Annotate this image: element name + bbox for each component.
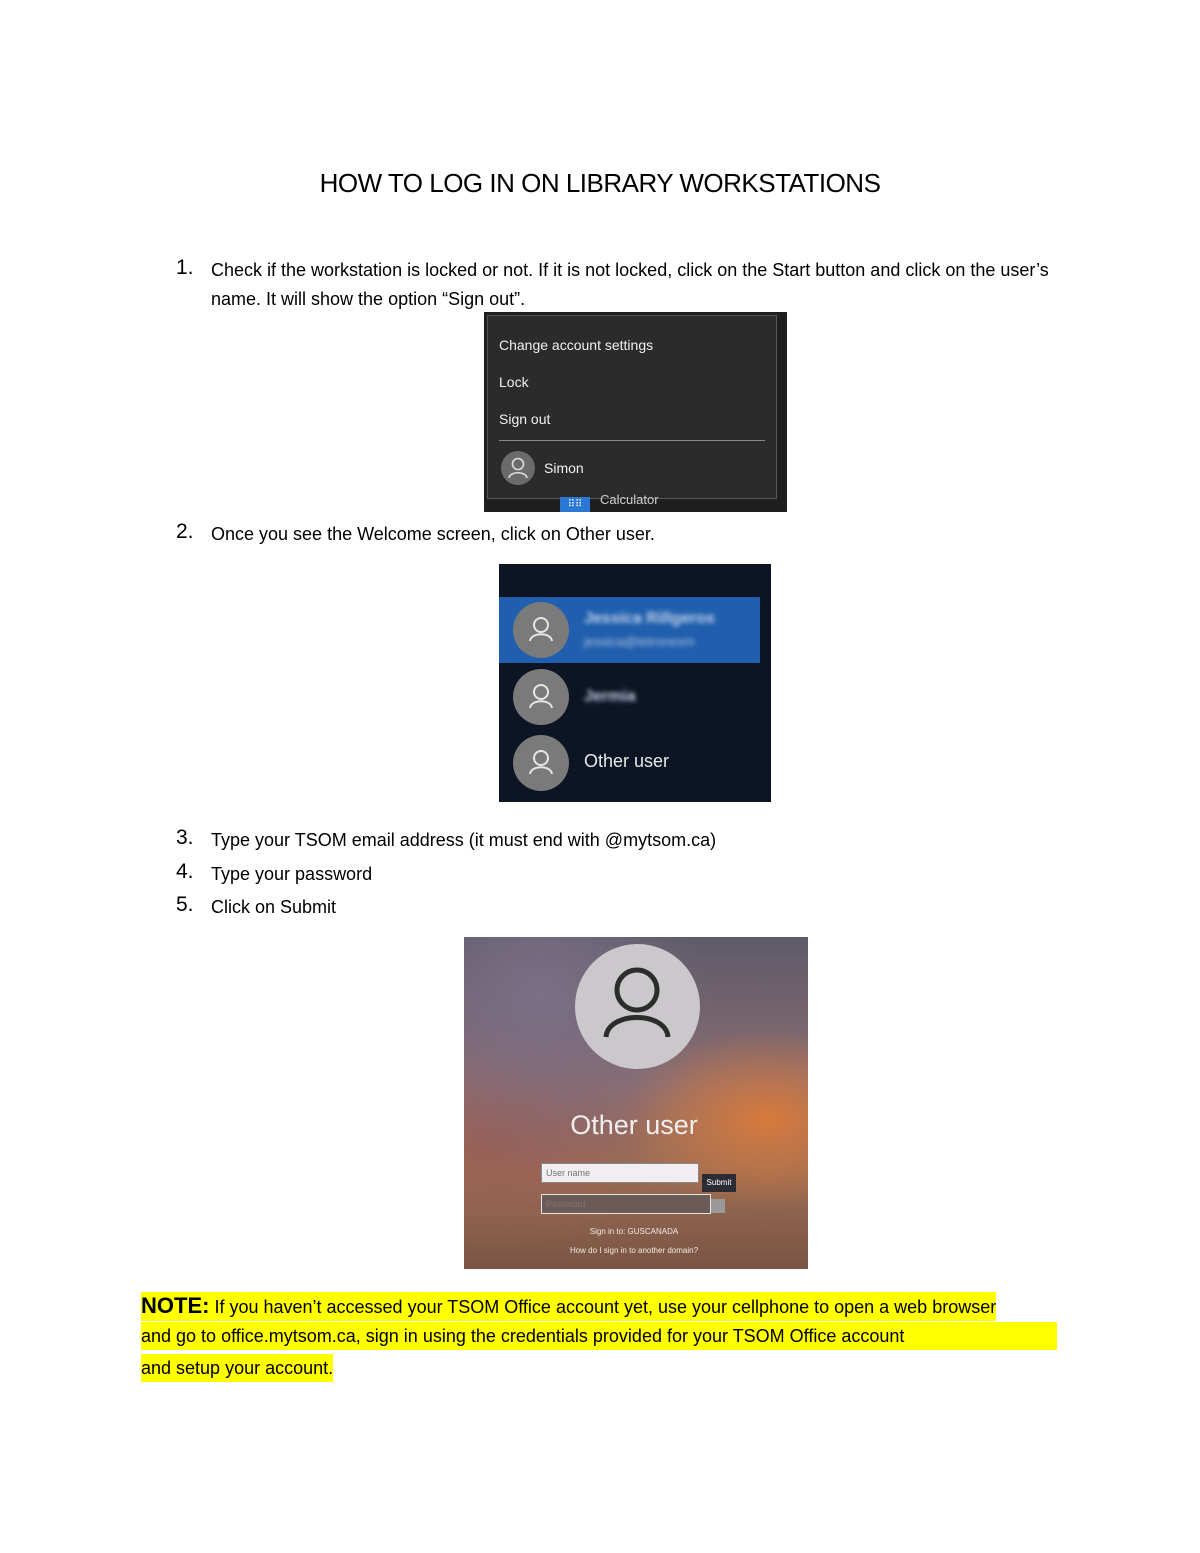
welcome-screen-screenshot (499, 564, 771, 802)
calculator-icon: ⠿⠿ (560, 497, 590, 512)
user-avatar-icon (501, 451, 535, 485)
signin-title: Other user (570, 1110, 698, 1140)
other-user-signin-screenshot (464, 937, 808, 1269)
step-text: Check if the workstation is locked or not. If it is not locked, click on the Start button and click on the user’s name. It will show the option “Sign out”. (211, 260, 1049, 309)
calculator-label: Calculator (600, 492, 659, 507)
blurred-user-email: jessica@tetronexm (584, 634, 695, 649)
step-2 (176, 520, 1071, 549)
step-number: 1. (176, 256, 194, 279)
document-title: HOW TO LOG IN ON LIBRARY WORKSTATIONS (319, 168, 881, 198)
menu-item-change-account-settings[interactable]: Change account settings (499, 337, 654, 353)
menu-user-name[interactable]: Simon (544, 460, 584, 476)
arrow-icon[interactable] (711, 1199, 725, 1213)
step-1 (176, 256, 1071, 314)
step-number: 4. (176, 860, 194, 883)
step-number: 5. (176, 893, 194, 916)
username-input[interactable] (541, 1163, 699, 1183)
step-text: Type your TSOM email address (it must end with @mytsom.ca) (211, 830, 717, 850)
note-line-3: and setup your account. (141, 1354, 333, 1382)
user-avatar-icon[interactable] (513, 669, 569, 725)
note-text: If you haven’t accessed your TSOM Office account yet, use your cellphone to open a web browser (209, 1297, 997, 1317)
blurred-user-name: Jessica Rillgeros (584, 610, 715, 627)
menu-item-lock[interactable]: Lock (499, 374, 529, 390)
submit-button[interactable]: Submit (702, 1174, 736, 1192)
menu-item-sign-out[interactable]: Sign out (499, 411, 551, 427)
other-user-avatar-icon (575, 944, 700, 1069)
step-4 (176, 860, 1071, 889)
other-user-option[interactable]: Other user (584, 751, 670, 771)
domain-help-link[interactable]: How do I sign in to another domain? (569, 1246, 699, 1255)
note-label: NOTE: (141, 1293, 210, 1318)
note-line-1 (141, 1292, 996, 1321)
step-text: Once you see the Welcome screen, click on Other user. (211, 524, 655, 544)
blurred-user-name: Jermia (584, 688, 636, 705)
step-text: Type your password (211, 864, 373, 884)
step-text: Click on Submit (211, 897, 337, 917)
step-number: 2. (176, 520, 194, 543)
menu-divider (499, 440, 765, 441)
account-menu-screenshot (484, 312, 787, 512)
account-menu (487, 315, 777, 499)
step-3 (176, 826, 1071, 855)
sign-in-domain: Sign in to: GUSCANADA (589, 1227, 679, 1236)
password-input[interactable] (541, 1194, 711, 1214)
note-line-2: and go to office.mytsom.ca, sign in using the credentials provided for your TSOM Office account (141, 1322, 1057, 1350)
step-number: 3. (176, 826, 194, 849)
step-5 (176, 893, 1071, 922)
other-user-avatar-icon[interactable] (513, 735, 569, 791)
user-avatar-icon (513, 602, 569, 658)
